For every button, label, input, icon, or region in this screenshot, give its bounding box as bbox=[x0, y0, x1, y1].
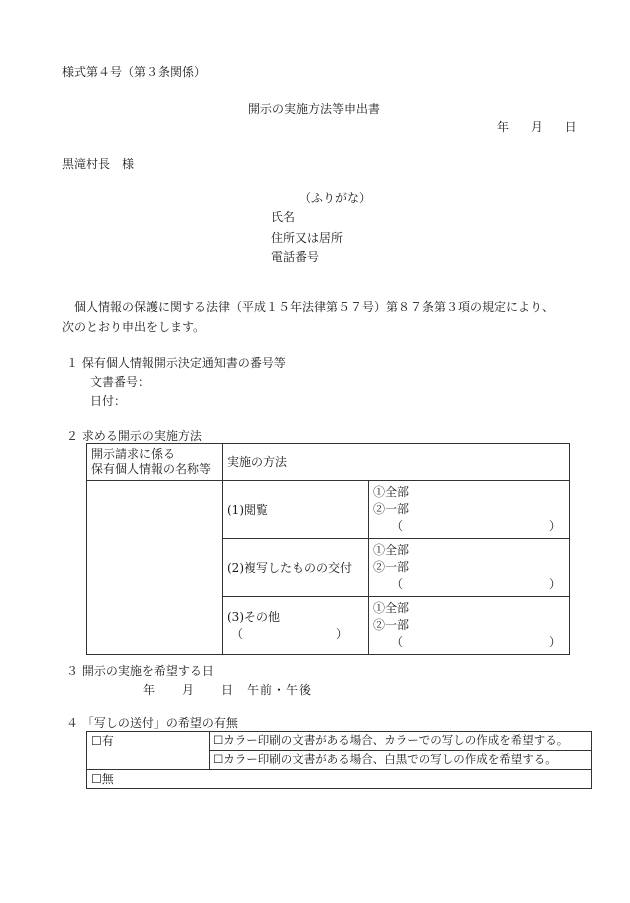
method-1-option-part[interactable]: ②一部 bbox=[373, 502, 410, 516]
intro-text-line2: 次のとおり申出をします。 bbox=[62, 320, 206, 334]
section1-heading: １ 保有個人情報開示決定通知書の番号等 bbox=[66, 356, 286, 370]
delivery-no-cell bbox=[87, 770, 592, 789]
mono-copy-option[interactable]: ☐カラー印刷の文書がある場合、白黒での写しの作成を希望する。 bbox=[213, 752, 557, 767]
method-3-other-detail[interactable] bbox=[227, 626, 368, 643]
delivery-yes-cell bbox=[87, 732, 210, 770]
phone-label: 電話番号 bbox=[271, 250, 320, 264]
method-3-label-cell bbox=[223, 597, 369, 655]
color-copy-cell bbox=[210, 732, 592, 751]
method-header-label: 実施の方法 bbox=[227, 455, 288, 469]
info-name-input-cell[interactable] bbox=[87, 481, 223, 655]
section4-heading: ４ 「写しの送付」の希望の有無 bbox=[66, 716, 238, 730]
method-3-paren-open: （ bbox=[391, 635, 404, 649]
page-title: 開示の実施方法等申出書 bbox=[248, 102, 381, 116]
method-3-option-all[interactable]: ①全部 bbox=[373, 601, 410, 615]
method-2-paren-open: （ bbox=[391, 577, 404, 591]
method-3-other-paren-close: ） bbox=[335, 626, 348, 641]
method-2-label-cell bbox=[223, 539, 369, 597]
method-3-option-part[interactable]: ②一部 bbox=[373, 618, 410, 632]
copy-delivery-table bbox=[86, 731, 592, 789]
section3-heading: ３ 開示の実施を希望する日 bbox=[66, 664, 214, 678]
info-name-header bbox=[87, 444, 223, 481]
method-1-paren-open: （ bbox=[391, 519, 404, 533]
furigana-label: （ふりがな） bbox=[299, 191, 372, 205]
method-2-part-detail[interactable] bbox=[373, 576, 565, 593]
method-1-paren-close: ） bbox=[549, 519, 562, 533]
intro-text-line1: 個人情報の保護に関する法律（平成１５年法律第５７号）第８７条第３項の規定により、 bbox=[74, 300, 555, 314]
method-header bbox=[223, 444, 570, 481]
method-2-paren-close: ） bbox=[549, 577, 562, 591]
method-3-other-paren-open: （ bbox=[231, 626, 244, 641]
addressee: 黒滝村長 様 bbox=[62, 157, 135, 171]
method-3-label: (3)その他 bbox=[227, 609, 280, 624]
delivery-yes-option[interactable]: ☐有 bbox=[91, 734, 114, 748]
method-2-label: (2)複写したものの交付 bbox=[227, 560, 352, 575]
preferred-date-line[interactable]: 年 月 日 午前・午後 bbox=[143, 683, 313, 697]
method-3-options bbox=[369, 597, 570, 655]
method-2-option-all[interactable]: ①全部 bbox=[373, 543, 410, 557]
method-1-option-all[interactable]: ①全部 bbox=[373, 485, 410, 499]
disclosure-method-table bbox=[86, 443, 570, 655]
method-3-part-detail[interactable] bbox=[373, 634, 565, 651]
date-line: 年 月 日 bbox=[497, 120, 579, 134]
section2-heading: ２ 求める開示の実施方法 bbox=[66, 429, 202, 443]
method-2-option-part[interactable]: ②一部 bbox=[373, 560, 410, 574]
method-1-part-detail[interactable] bbox=[373, 518, 565, 535]
delivery-no-option[interactable]: ☐無 bbox=[91, 772, 114, 786]
doc-number-label: 文書番号： bbox=[90, 375, 151, 389]
method-3-paren-close: ） bbox=[549, 635, 562, 649]
method-1-label: (1)閲覧 bbox=[227, 502, 268, 517]
name-label: 氏名 bbox=[271, 210, 296, 224]
form-number: 様式第４号（第３条関係） bbox=[62, 65, 207, 79]
notice-date-label: 日付： bbox=[90, 394, 127, 408]
address-label: 住所又は居所 bbox=[271, 231, 344, 245]
method-2-options bbox=[369, 539, 570, 597]
mono-copy-cell bbox=[210, 751, 592, 770]
method-1-options bbox=[369, 481, 570, 539]
info-name-header-line2: 保有個人情報の名称等 bbox=[91, 462, 212, 476]
method-1-label-cell bbox=[223, 481, 369, 539]
color-copy-option[interactable]: ☐カラー印刷の文書がある場合、カラーでの写しの作成を希望する。 bbox=[213, 733, 569, 748]
info-name-header-line1: 開示請求に係る bbox=[91, 447, 176, 461]
